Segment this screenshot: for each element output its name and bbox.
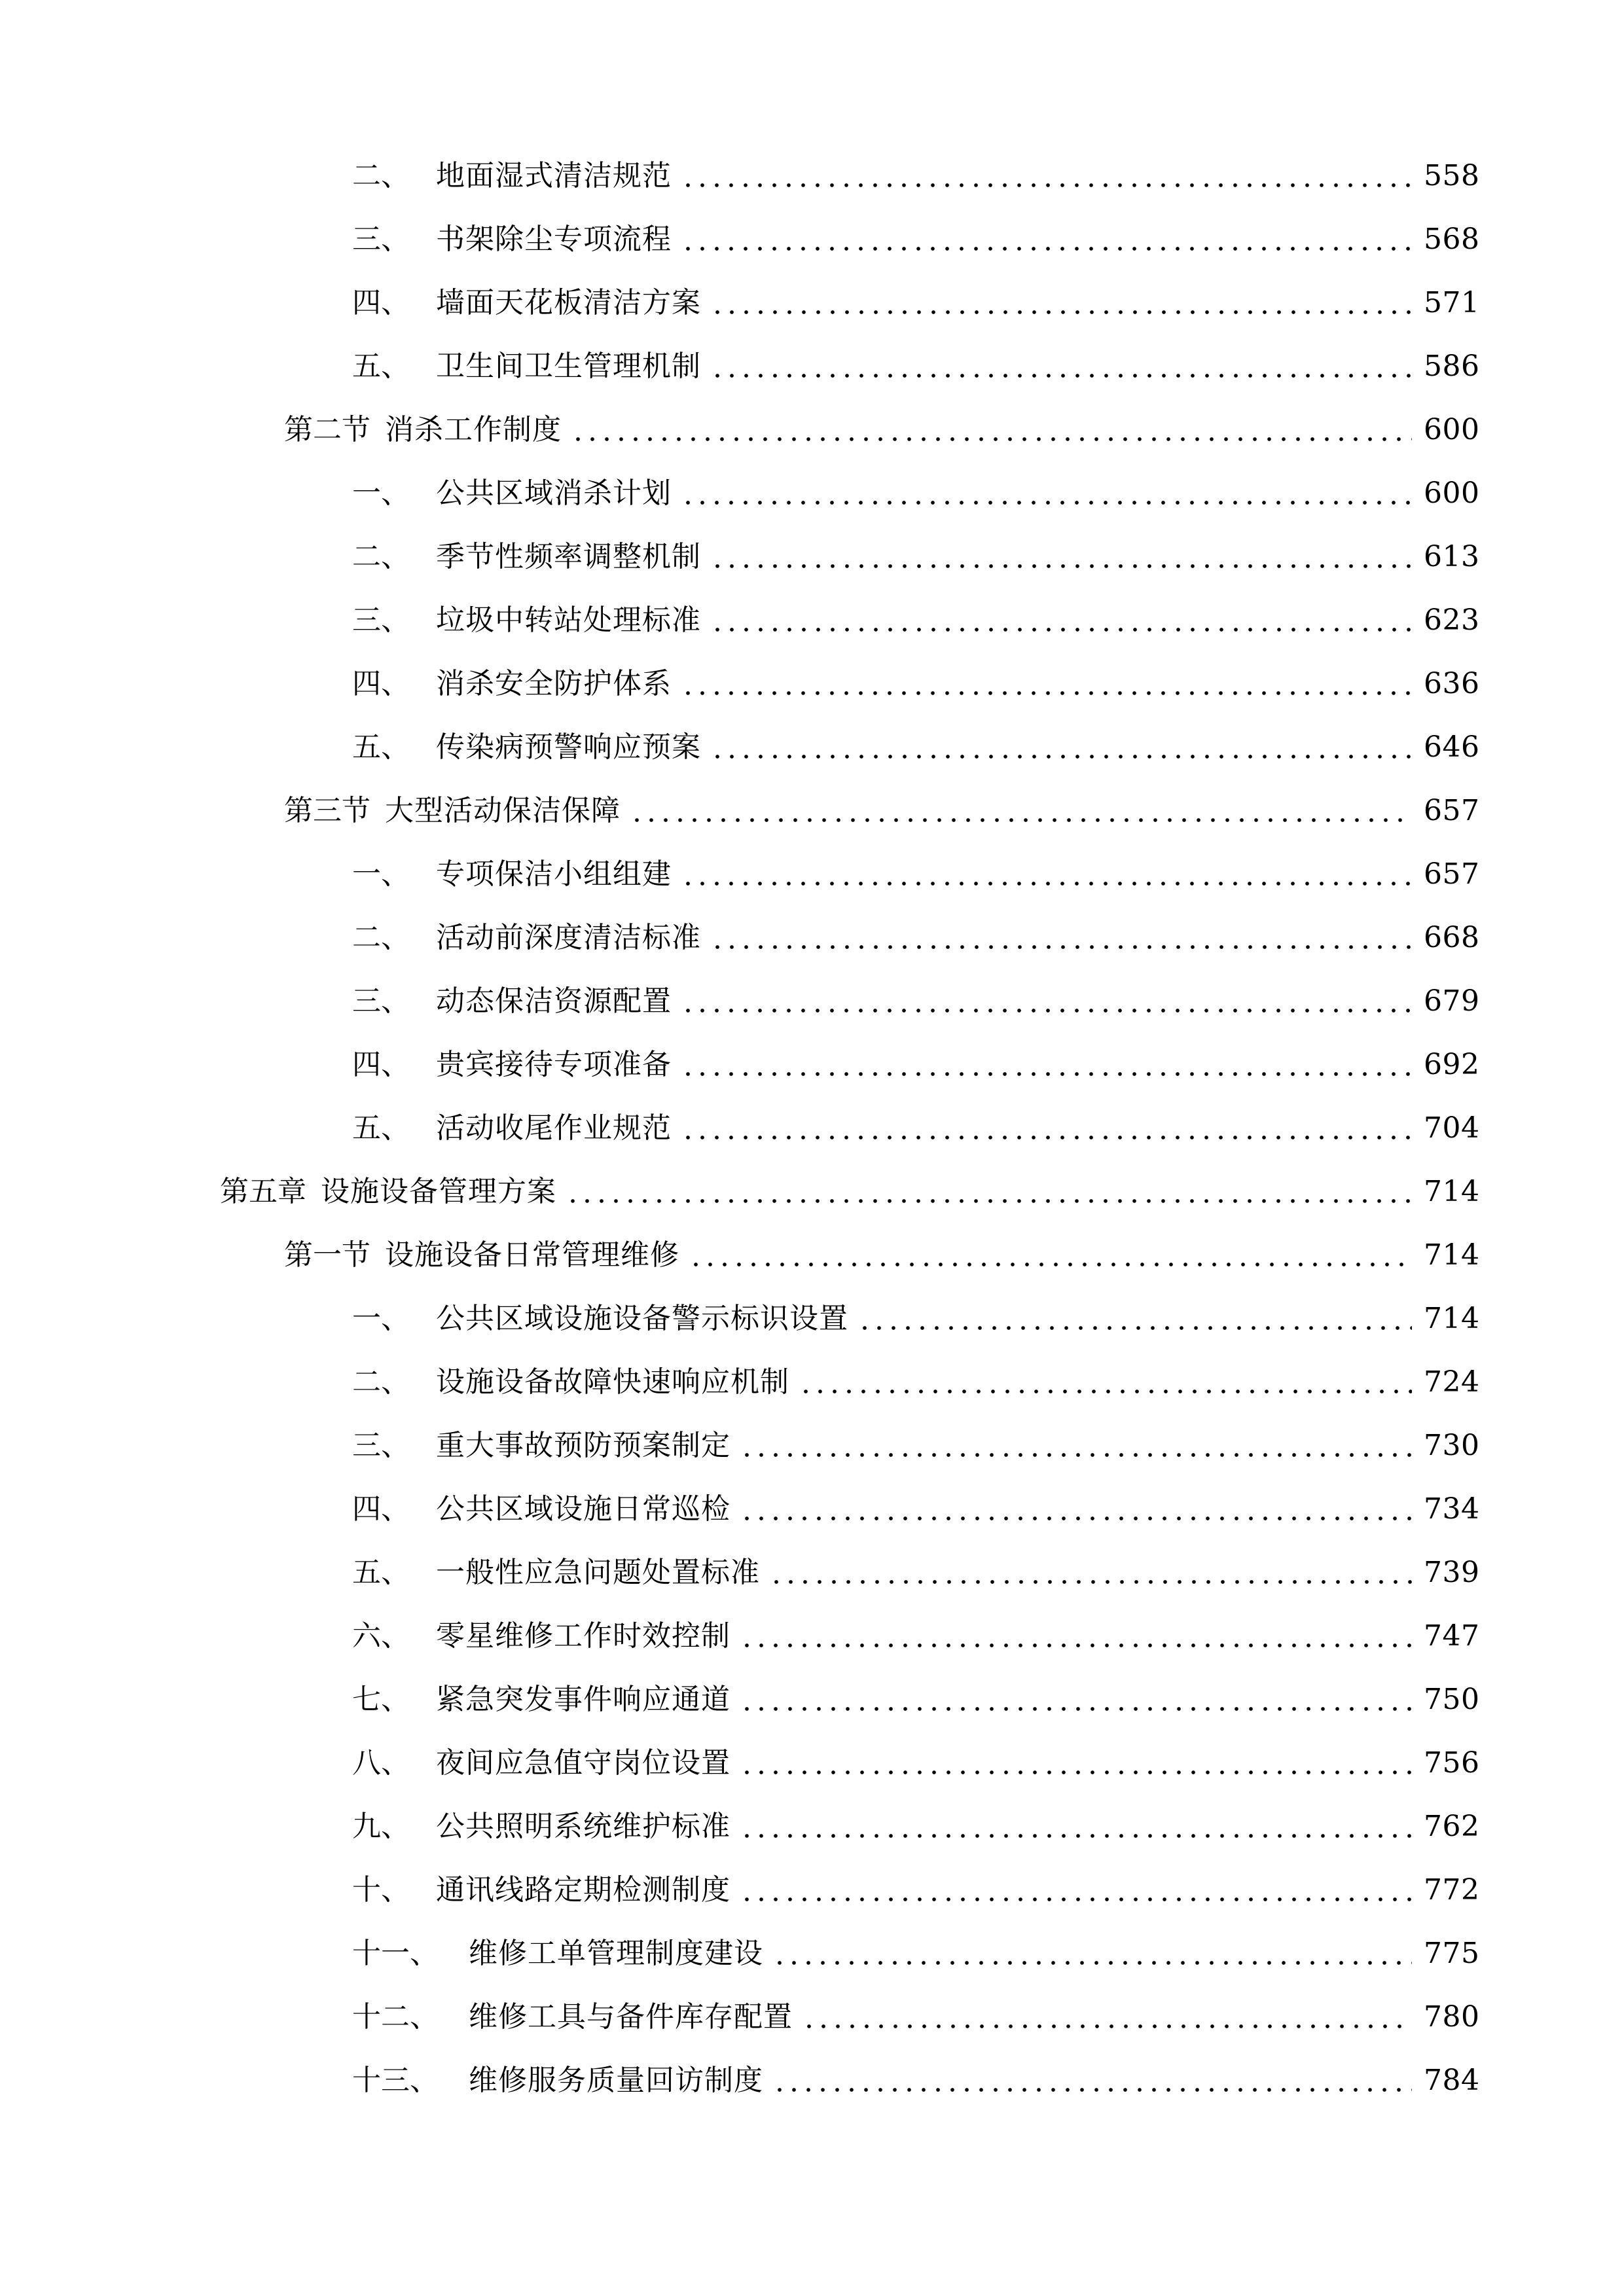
toc-entry[interactable] [352, 1033, 1480, 1097]
toc-entry-page: 714 [1424, 1238, 1480, 1272]
toc-entry-number: 一、 [352, 857, 410, 891]
toc-entry-title: 维修工具与备件库存配置 [469, 2000, 793, 2034]
toc-entry-number: 一、 [352, 1302, 410, 1335]
toc-entry-page: 657 [1424, 857, 1480, 891]
dot-leader [740, 1452, 1412, 1458]
toc-entry-number: 一、 [352, 476, 410, 510]
toc-entry[interactable] [352, 1477, 1480, 1541]
toc-entry-number: 十一、 [352, 1937, 439, 1970]
toc-entry-number: 五、 [352, 730, 410, 764]
toc-entry-number: 六、 [352, 1619, 410, 1653]
toc-entry[interactable] [352, 2049, 1480, 2113]
toc-entry-page: 571 [1424, 286, 1480, 319]
dot-leader [681, 246, 1412, 251]
toc-entry-page: 730 [1424, 1429, 1480, 1462]
toc-entry-page: 772 [1424, 1873, 1480, 1907]
toc-entry[interactable] [352, 1541, 1480, 1605]
toc-entry[interactable] [352, 715, 1480, 780]
dot-leader [681, 881, 1412, 886]
toc-entry[interactable] [352, 271, 1480, 335]
toc-entry-title: 活动收尾作业规范 [436, 1111, 672, 1145]
toc-entry-number: 五、 [352, 1556, 410, 1589]
toc-entry[interactable] [352, 1096, 1480, 1160]
toc-chapter-entry[interactable] [220, 1160, 1480, 1224]
toc-entry-page: 714 [1424, 1175, 1480, 1208]
toc-entry-page: 750 [1424, 1683, 1480, 1716]
toc-entry[interactable] [352, 1414, 1480, 1478]
toc-entry-title: 设施设备故障快速响应机制 [436, 1365, 789, 1399]
toc-entry-number: 七、 [352, 1683, 410, 1716]
toc-entry-page: 784 [1424, 2064, 1480, 2097]
toc-entry[interactable] [352, 1731, 1480, 1795]
toc-entry-number: 十三、 [352, 2064, 439, 2097]
toc-entry-page: 668 [1424, 921, 1480, 954]
toc-entry-title: 通讯线路定期检测制度 [436, 1873, 731, 1907]
dot-leader [681, 1008, 1412, 1013]
toc-entry-page: 734 [1424, 1492, 1480, 1526]
toc-entry-page: 692 [1424, 1048, 1480, 1081]
dot-leader [710, 310, 1412, 315]
toc-entry-number: 第五章 [220, 1175, 306, 1208]
toc-entry[interactable] [352, 652, 1480, 716]
dot-leader [681, 691, 1412, 696]
toc-entry-number: 三、 [352, 603, 410, 637]
toc-entry-title: 公共区域设施日常巡检 [436, 1492, 731, 1526]
toc-entry-title: 一般性应急问题处置标准 [436, 1556, 760, 1589]
toc-entry[interactable] [352, 1922, 1480, 1986]
toc-entry[interactable] [352, 842, 1480, 906]
toc-entry-number: 四、 [352, 1492, 410, 1526]
toc-entry-number: 五、 [352, 350, 410, 383]
toc-entry-number: 十、 [352, 1873, 410, 1907]
dot-leader [710, 627, 1412, 632]
toc-entry-number: 二、 [352, 540, 410, 573]
toc-entry[interactable] [352, 1287, 1480, 1351]
toc-entry-title: 零星维修工作时效控制 [436, 1619, 731, 1653]
toc-entry[interactable] [352, 334, 1480, 399]
dot-leader [769, 1579, 1412, 1585]
toc-entry[interactable] [352, 1985, 1480, 2049]
toc-entry-title: 设施设备日常管理维修 [385, 1238, 679, 1272]
toc-entry-title: 卫生间卫生管理机制 [436, 350, 701, 383]
toc-entry-title: 公共区域消杀计划 [436, 476, 672, 510]
toc-section-entry[interactable] [284, 1223, 1480, 1287]
dot-leader [681, 500, 1412, 505]
toc-entry-number: 四、 [352, 1048, 410, 1081]
dot-leader [740, 1833, 1412, 1839]
toc-entry-number: 三、 [352, 223, 410, 256]
toc-entry-page: 780 [1424, 2000, 1480, 2034]
toc-entry-page: 739 [1424, 1556, 1480, 1589]
dot-leader [740, 1643, 1412, 1648]
toc-entry-title: 夜间应急值守岗位设置 [436, 1746, 731, 1780]
toc-entry-number: 三、 [352, 984, 410, 1018]
toc-section-entry[interactable] [284, 779, 1480, 843]
toc-entry-number: 二、 [352, 1365, 410, 1399]
toc-entry-title: 动态保洁资源配置 [436, 984, 672, 1018]
toc-entry[interactable] [352, 1604, 1480, 1668]
toc-entry-title: 活动前深度清洁标准 [436, 921, 701, 954]
toc-entry-page: 646 [1424, 730, 1480, 764]
toc-entry[interactable] [352, 588, 1480, 653]
toc-entry-title: 专项保洁小组组建 [436, 857, 672, 891]
dot-leader [740, 1770, 1412, 1775]
toc-entry-page: 600 [1424, 476, 1480, 510]
toc-entry-number: 四、 [352, 667, 410, 700]
toc-entry[interactable] [352, 906, 1480, 970]
toc-entry-title: 消杀工作制度 [385, 413, 562, 446]
toc-entry-page: 613 [1424, 540, 1480, 573]
toc-entry-number: 十二、 [352, 2000, 439, 2034]
toc-entry[interactable] [352, 1668, 1480, 1732]
dot-leader [630, 817, 1412, 823]
toc-entry-page: 600 [1424, 413, 1480, 446]
dot-leader [689, 1262, 1412, 1267]
dot-leader [740, 1897, 1412, 1902]
toc-entry-page: 704 [1424, 1111, 1480, 1145]
toc-entry[interactable] [352, 1350, 1480, 1414]
toc-entry-number: 四、 [352, 286, 410, 319]
toc-entry-page: 747 [1424, 1619, 1480, 1653]
toc-entry[interactable] [352, 1795, 1480, 1859]
toc-entry-page: 657 [1424, 794, 1480, 827]
dot-leader [799, 1389, 1412, 1394]
dot-leader [710, 564, 1412, 569]
toc-entry-title: 紧急突发事件响应通道 [436, 1683, 731, 1716]
dot-leader [681, 1135, 1412, 1140]
toc-entry-title: 大型活动保洁保障 [385, 794, 621, 827]
toc-entry-page: 636 [1424, 667, 1480, 700]
toc-section-entry[interactable] [284, 398, 1480, 462]
dot-leader [857, 1325, 1412, 1331]
toc-entry-page: 775 [1424, 1937, 1480, 1970]
toc-entry-title: 传染病预警响应预案 [436, 730, 701, 764]
toc-entry-title: 消杀安全防护体系 [436, 667, 672, 700]
toc-entry-page: 558 [1424, 159, 1480, 192]
dot-leader [802, 2024, 1412, 2029]
toc-entry-title: 贵宾接待专项准备 [436, 1048, 672, 1081]
dot-leader [772, 2087, 1412, 2092]
toc-entry-page: 714 [1424, 1302, 1480, 1335]
toc-entry-number: 八、 [352, 1746, 410, 1780]
toc-entry-page: 762 [1424, 1810, 1480, 1843]
toc-entry-title: 重大事故预防预案制定 [436, 1429, 731, 1462]
dot-leader [740, 1516, 1412, 1521]
dot-leader [710, 944, 1412, 950]
toc-entry-page: 679 [1424, 984, 1480, 1018]
dot-leader [772, 1960, 1412, 1965]
toc-entry-title: 墙面天花板清洁方案 [436, 286, 701, 319]
toc-entry[interactable] [352, 969, 1480, 1033]
toc-entry-title: 公共区域设施设备警示标识设置 [436, 1302, 848, 1335]
toc-entry-page: 623 [1424, 603, 1480, 637]
toc-entry-number: 第三节 [284, 794, 370, 827]
dot-leader [710, 373, 1412, 378]
toc-entry-number: 九、 [352, 1810, 410, 1843]
toc-entry-title: 设施设备管理方案 [321, 1175, 556, 1208]
dot-leader [681, 1071, 1412, 1077]
dot-leader [710, 754, 1412, 759]
toc-entry-title: 公共照明系统维护标准 [436, 1810, 731, 1843]
toc-entry-title: 季节性频率调整机制 [436, 540, 701, 573]
toc-entry-number: 三、 [352, 1429, 410, 1462]
dot-leader [740, 1706, 1412, 1712]
toc-entry-title: 维修服务质量回访制度 [469, 2064, 763, 2097]
toc-entry-page: 756 [1424, 1746, 1480, 1780]
dot-leader [566, 1198, 1412, 1204]
dot-leader [571, 437, 1412, 442]
toc-entry-title: 垃圾中转站处理标准 [436, 603, 701, 637]
toc-entry-number: 五、 [352, 1111, 410, 1145]
toc-entry-page: 568 [1424, 223, 1480, 256]
toc-entry[interactable] [352, 144, 1480, 208]
toc-entry[interactable] [352, 461, 1480, 526]
toc-entry-page: 586 [1424, 350, 1480, 383]
toc-entry-title: 维修工单管理制度建设 [469, 1937, 763, 1970]
toc-entry-number: 二、 [352, 921, 410, 954]
toc-entry-title: 地面湿式清洁规范 [436, 159, 672, 192]
toc-entry[interactable] [352, 525, 1480, 589]
dot-leader [681, 183, 1412, 188]
toc-entry-title: 书架除尘专项流程 [436, 223, 672, 256]
toc-entry-number: 第二节 [284, 413, 370, 446]
toc-entry-number: 二、 [352, 159, 410, 192]
toc-entry-page: 724 [1424, 1365, 1480, 1399]
toc-entry[interactable] [352, 1858, 1480, 1922]
toc-entry[interactable] [352, 207, 1480, 272]
toc-entry-number: 第一节 [284, 1238, 370, 1272]
